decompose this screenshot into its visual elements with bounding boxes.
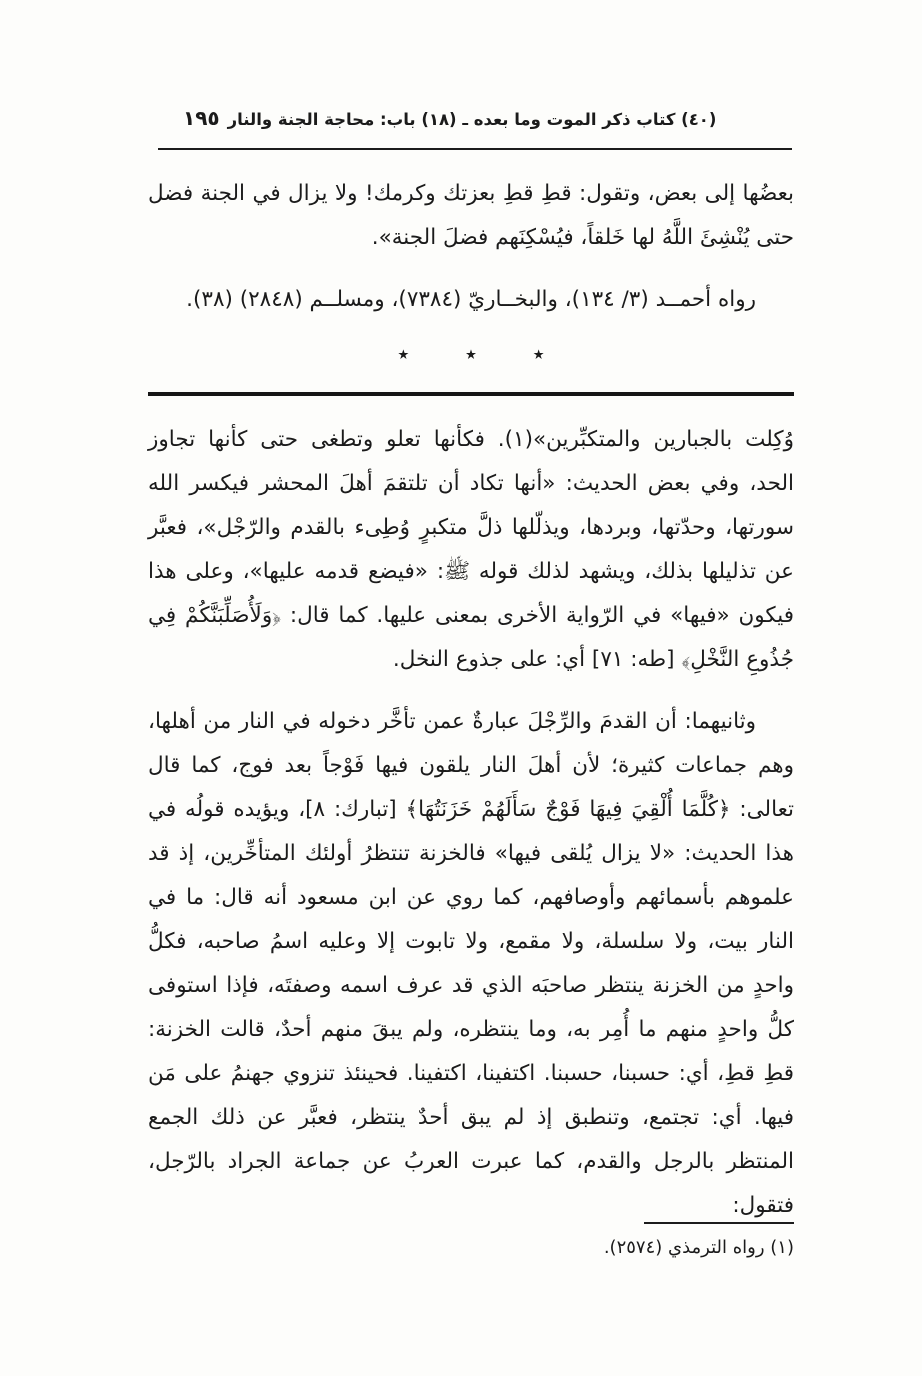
asterisk-separator: ٭ ٭ ٭ (397, 342, 545, 367)
paragraph-commentary-1: وُكِلت بالجبارين والمتكبِّرين»(١). فكأنها تعلو وتطغى حتى كأنها تجاوز الحد، وفي بعض الحديث: «أنها تكاد أن تلتقمَ أهلَ المحشر فيكسر الله سورتها، وحدّتها، وبردها، ويذلّلها ذلَّ متكبرٍ وُطِىء بالقدم والرّجْل»، فعبَّر عن تذليلها بذلك، ويشهد لذلك قوله ﷺ: «فيضع قدمه عليها»، وعلى هذا فيكون «فيها» في الرّواية الأخرى بمعنى عليها. كما قال: ﴿وَلَأُصَلِّبَنَّكُمْ فِي جُذُوعِ النَّخْلِ﴾ [طه: ٧١] أي: على جذوع النخل. (148, 427, 794, 672)
footnote-area (148, 1222, 794, 1262)
footnote-text: (١) رواه الترمذي (٢٥٧٤). (603, 1237, 794, 1258)
footnote-rule (644, 1222, 794, 1224)
page-number: ١٩٥ (183, 106, 220, 130)
header-title: (٤٠) كتاب ذكر الموت وما بعده ـ (١٨) باب: محاجة الجنة والنار (227, 110, 717, 129)
header-rule (158, 148, 792, 150)
section-divider-rule (148, 392, 794, 396)
paragraph-hadith-conclusion: بعضُها إلى بعض، وتقول: قطِ قطِ بعزتك وكرمك! ولا يزال في الجنة فضل حتى يُنْشِئَ اللَّهُ لها خَلقاً، فيُسْكِنَهم فضلَ الجنة». (148, 181, 794, 250)
paragraph-narration-sources: رواه أحمــد (٣/ ١٣٤)، والبخــاريّ (٧٣٨٤)، ومسلــم (٢٨٤٨) (٣٨). (186, 287, 756, 312)
page-body (148, 172, 794, 1228)
paragraph-commentary-2: وثانيهما: أن القدمَ والرِّجْلَ عبارةٌ عمن تأخَّر دخوله في النار من أهلها، وهم جماعات كثيرة؛ لأن أهلَ النار يلقون فيها فَوْجاً بعد فوج، كما قال تعالى: ﴿كُلَّمَا أُلْقِيَ فِيهَا فَوْجٌ سَأَلَهُمْ خَزَنَتُهَا﴾ [تبارك: ٨]، ويؤيده قولُه في هذا الحديث: «لا يزال يُلقى فيها» فالخزنة تنتظرُ أولئك المتأخِّرين، إذ قد علموهم بأسمائهم وأوصافهم، كما روي عن ابن مسعود أنه قال: ما في النار بيت، ولا سلسلة، ولا مقمع، ولا تابوت إلا وعليه اسمُ صاحبه، فكلُّ واحدٍ من الخزنة ينتظر صاحبَه الذي قد عرف اسمه وصفتَه، فإذا استوفى كلُّ واحدٍ منهم ما أُمِر به، وما ينتظره، ولم يبقَ منهم أحدٌ، قالت الخزنة: قطِ قطِ، أي: حسبنا، حسبنا. اكتفينا، اكتفينا. فحينئذ تنزوي جهنمُ على مَن فيها. أي: تجتمع، وتنطبق إذ لم يبق أحدٌ ينتظر، فعبَّر عن ذلك الجمع المنتظر بالرجل والقدم، كما عبرت العربُ عن جماعة الجراد بالرّجل، فتقول: (148, 709, 794, 1218)
